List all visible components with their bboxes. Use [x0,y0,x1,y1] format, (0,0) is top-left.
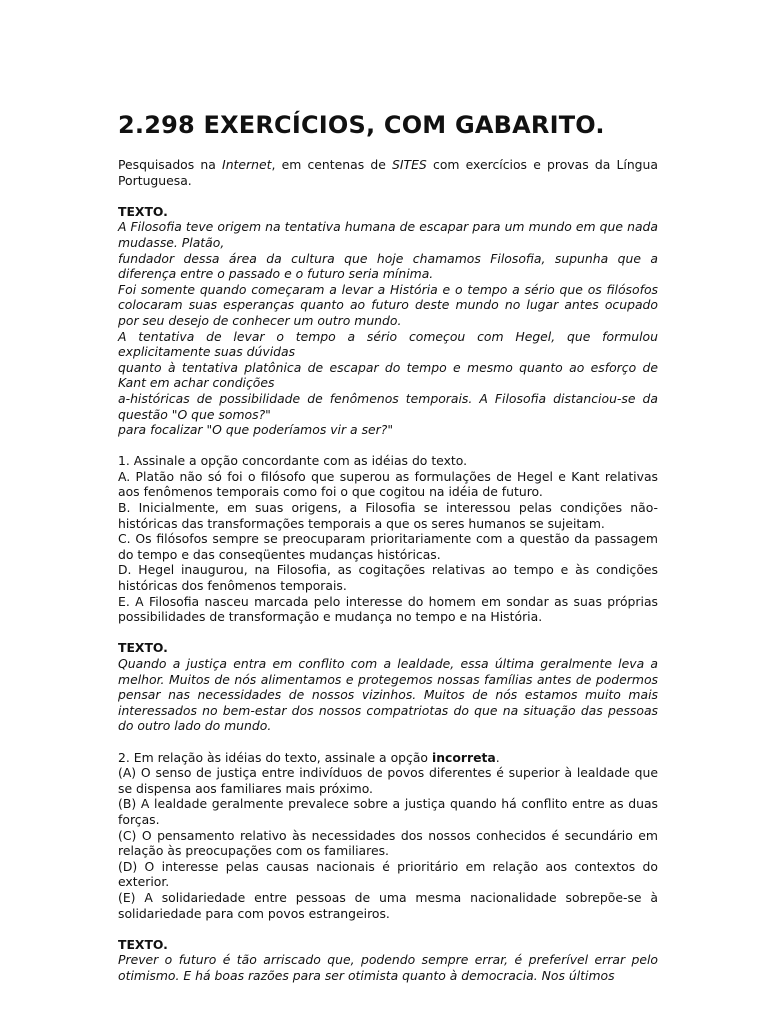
section-label: TEXTO. [118,640,168,656]
document-page [118,108,658,983]
question-option: E. A Filosofia nasceu marcada pelo interesse do homem em sondar as suas próprias possibilidades de transformação e mudança no tempo e na História. [118,593,658,625]
question-option: (D) O interesse pelas causas nacionais é prioritário em relação aos contextos do exterior. [118,858,658,890]
question-option: (A) O senso de justiça entre indivíduos de povos diferentes é superior à lealdade que se dispensa aos familiares mais próximo. [118,765,658,796]
text-line: fundador dessa área da cultura que hoje chamamos Filosofia, supunha que a diferença entre o passado e o futuro seria mínima. [118,250,658,282]
text-section-3 [118,937,658,984]
spacer [118,921,658,937]
question-option: B. Inicialmente, em suas origens, a Filosofia se interessou pelas condições não-históricas das transformações temporais a que os seres humanos se sujeitam. [118,500,658,531]
intro-text-1: Pesquisados na [118,157,223,172]
document-title: 2.298 EXERCÍCIOS, COM GABARITO. [118,111,605,139]
question-stem [118,750,658,766]
section-label: TEXTO. [118,203,168,219]
text-paragraph: Quando a justiça entra em conflito com a lealdade, essa última geralmente leva a melhor. Muitos de nós alimentamos e protegemos nossas famílias antes de podermos pensar nas necessidades de nossos vizinhos. Muitos de nós estamos muito mais interessados no bem-estar dos nossos compatriotas do que na situação das pessoas do outro lado do mundo. [118,656,658,734]
question-option: D. Hegel inaugurou, na Filosofia, as cogitações relativas ao tempo e às condições históricas dos fenômenos temporais. [118,562,658,594]
intro-sites: SITES [392,157,427,172]
text-section-2 [118,640,658,734]
text-line: A tentativa de levar o tempo a sério começou com Hegel, que formulou explicitamente suas dúvidas [118,328,658,360]
spacer [118,188,658,204]
intro-text-3: com exercícios e provas da Língua Portuguesa. [118,157,658,188]
question-1 [118,453,658,625]
question-stem: 1. Assinale a opção concordante com as idéias do texto. [118,453,468,469]
stem-end: . [495,749,500,765]
text-line: para focalizar "O que poderíamos vir a ser?" [118,422,394,438]
question-option: (C) O pensamento relativo às necessidades dos nossos conhecidos é secundário em relação às preocupações com os familiares. [118,827,658,859]
text-line: quanto à tentativa platônica de escapar do tempo e mesmo quanto ao esforço de Kant em achar condições [118,359,658,391]
text-line: A Filosofia teve origem na tentativa humana de escapar para um mundo em que nada mudasse. Platão, [118,219,658,250]
stem-emphasis: incorreta [431,749,496,765]
question-option: A. Platão não só foi o filósofo que superou as formulações de Hegel e Kant relativas aos fenômenos temporais como foi o que cogitou na idéia de futuro. [118,468,658,500]
intro-paragraph [118,157,658,188]
question-option: (E) A solidariedade entre pessoas de uma mesma nacionalidade sobrepõe-se à solidariedade para com povos estrangeiros. [118,889,658,921]
intro-text-2: , em centenas de [271,157,393,172]
intro-internet: Internet [222,157,272,172]
spacer [118,734,658,750]
question-option: C. Os filósofos sempre se preocuparam prioritariamente com a questão da passagem do tempo e das conseqüentes mudanças históricas. [118,531,658,562]
text-paragraph: Prever o futuro é tão arriscado que, podendo sempre errar, é preferível errar pelo otimismo. E há boas razões para ser otimista quanto à democracia. Nos últimos [118,952,658,983]
question-option: (B) A lealdade geralmente prevalece sobre a justiça quando há conflito entre as duas forças. [118,796,658,827]
question-2 [118,750,658,922]
stem-text: 2. Em relação às idéias do texto, assinale a opção [118,749,432,765]
text-line: Foi somente quando começaram a levar a História e o tempo a sério que os filósofos colocaram suas esperanças quanto ao futuro deste mundo no lugar antes ocupado por seu desejo de conhecer um outro mundo. [118,281,658,328]
spacer [118,438,658,454]
section-label: TEXTO. [118,936,168,952]
text-line: a-históricas de possibilidade de fenômenos temporais. A Filosofia distanciou-se da questão "O que somos?" [118,390,658,422]
spacer [118,625,658,641]
text-section-1 [118,204,658,438]
